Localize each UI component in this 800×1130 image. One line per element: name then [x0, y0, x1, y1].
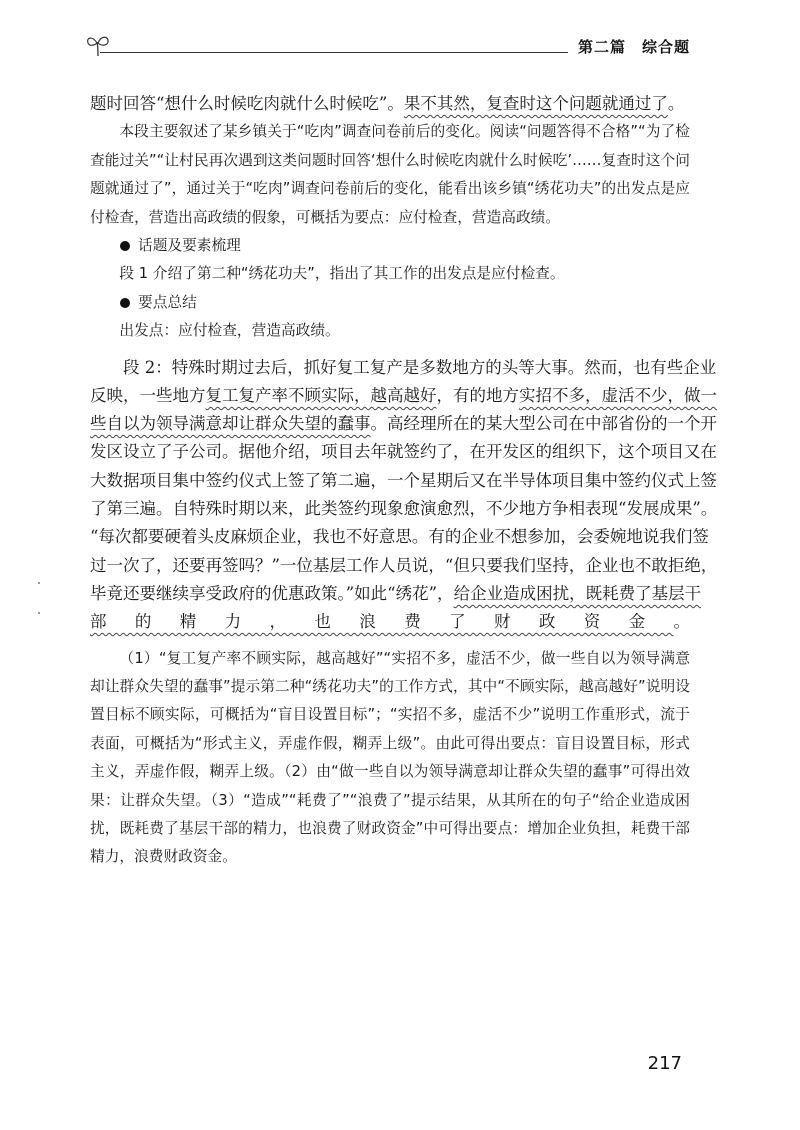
analysis-paragraph-1: 本段主要叙述了某乡镇关于“吃肉”调查问卷前后的变化。阅读“问题答得不合格”“为了检查能过关”“让村民再次遇到这类问题时回答‘想什么时候吃肉就什么时候吃’……复查时这个问题就通过了”，通过关于“吃肉”调查问卷前后的变化，能看出该乡镇“绣花功夫”的出发点是应付检查，营造出高政绩的假象，可概括为要点：应付检查，营造高政绩。: [90, 123, 690, 226]
passage-line: 段 2：特殊时期过去后，抓好复工复产是多数地方的头等大事。然而，也有些企业: [123, 357, 717, 377]
passage-line: [90, 382, 717, 410]
topic-text: 段 1 介绍了第二种“绣花功夫”，指出了其工作的出发点是应付检查。: [119, 265, 565, 283]
section-title: 第二篇 综合题: [577, 38, 690, 56]
intro-fragment: [90, 90, 690, 118]
passage-underlined: 些自以为领导满意却让群众失望的蠢事: [90, 414, 371, 434]
margin-mark: [38, 612, 40, 614]
page-number: 217: [647, 1053, 682, 1074]
page-body: [90, 90, 718, 872]
passage-line: “每次都要硬着头皮麻烦企业，我也不好意思。有的企业不想参加，会委婉地说我们签: [90, 527, 709, 547]
passage-underlined: 部的精力，也浪费了财政资金: [90, 612, 674, 632]
passage-line: 了第三遍。自特殊时期以来，此类签约现象愈演愈烈，不少地方争相表现“发展成果”。: [90, 499, 718, 519]
intro-end: 。: [667, 94, 685, 113]
sprout-icon: [84, 32, 114, 58]
analysis-paragraph-2: （1）“复工复产率不顾实际，越高越好”“实招不多，虚活不少，做一些自以为领导满意却让群众失望的蠢事”提示第二种“绣花功夫”的工作方式，其中“不顾实际，越高越好”说明设置目标不顾实际，可概括为“盲目设置目标”；“实招不多，虚活不少”说明工作重形式，流于表面，可概括为“形式主义，弄虚作假，糊弄上级”。由此可得出要点：盲目设置目标，形式主义，弄虚作假，糊弄上级。（2）由“做一些自以为领导满意却让群众失望的蠢事”可得出效果：让群众失望。（3）“造成”“耗费了”“浪费了”提示结果，从其所在的句子“给企业造成困扰，既耗费了基层干部的精力，也浪费了财政资金”中可得出要点：增加企业负担，耗费干部精力，浪费财政资金。: [90, 649, 690, 866]
intro-text: 题时回答“想什么时候吃肉就什么时候吃”。: [90, 94, 404, 113]
topic-heading: 话题及要素梳理: [138, 236, 241, 254]
passage-paragraph-2: [90, 354, 718, 637]
passage-underlined: 复工复产率不顾实际，越高越好: [205, 385, 437, 405]
passage-line: [90, 580, 702, 608]
topic-heading-row: [90, 232, 690, 260]
page-header: [78, 32, 698, 66]
intro-underlined: 果不其然，复查时这个问题就通过了: [403, 94, 668, 113]
bullet-icon: [120, 241, 130, 251]
header-rule: [100, 52, 568, 53]
passage-line: [90, 608, 690, 636]
passage-text: 。高经理所在的某大型公司在中部省份的一个开: [370, 414, 717, 434]
watermark: 众 考 小: [489, 491, 542, 573]
passage-underlined: 给企业造成困扰，既耗费了基层干: [453, 583, 702, 603]
passage-text: ，有的地方: [436, 385, 519, 405]
summary-heading: 要点总结: [138, 293, 197, 311]
passage-underlined: 实招不多，虚活不少，做一: [519, 385, 717, 405]
passage-line: 过一次了，还要再签吗？”一位基层工作人员说，“但只要我们坚持，企业也不敢拒绝，: [90, 555, 718, 575]
bullet-icon: [120, 298, 130, 308]
passage-line: [90, 410, 717, 438]
passage-text: 。: [673, 612, 690, 632]
margin-mark: [38, 582, 40, 584]
passage-line: 大数据项目集中签约仪式上签了第二遍，一个星期后又在半导体项目集中签约仪式上签: [90, 470, 717, 490]
passage-text: 反映，一些地方: [90, 385, 206, 405]
passage-text: 毕竟还要继续享受政府的优惠政策。”如此“绣花”，: [90, 583, 454, 603]
summary-heading-row: [90, 289, 690, 317]
passage-line: 发区设立了子公司。据他介绍，项目去年就签约了，在开发区的组织下，这个项目又在: [90, 442, 717, 462]
summary-text: 出发点：应付检查，营造高政绩。: [119, 322, 340, 340]
